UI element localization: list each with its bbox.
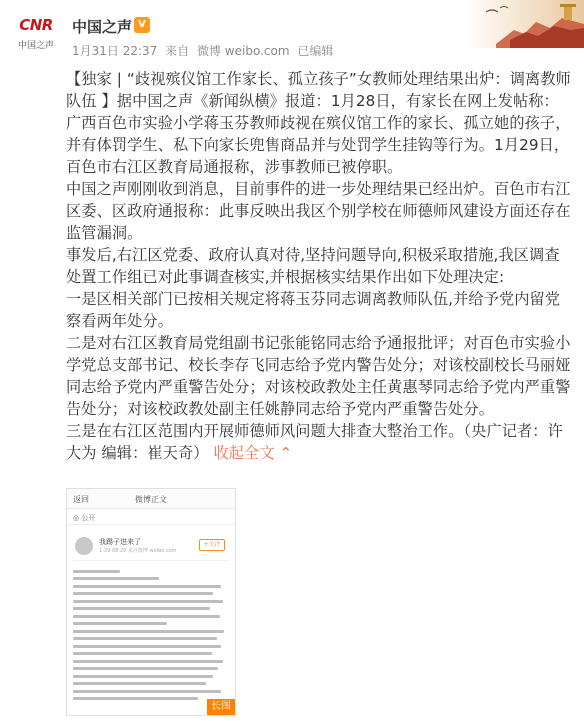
post-text (66, 68, 572, 464)
image-visibility (67, 509, 235, 525)
collapse-button[interactable] (213, 444, 292, 462)
post-paragraph: 中国之声刚刚收到消息，目前事件的进一步处理结果已经出炉。百色市右江区委、区政府通报称：此事反映出我区个别学校在师德师风建设方面还存在监管漏洞。 (66, 180, 571, 242)
cnr-logo: CNR (19, 16, 53, 34)
image-user-row (73, 531, 229, 561)
collapse-label: 收起全文 (213, 444, 275, 462)
image-follow-button: +关注 (199, 539, 225, 551)
post-header (0, 0, 584, 68)
image-title: 微博正文 (135, 495, 167, 504)
post-paragraph: 一是区相关部门已按相关规定将蒋玉芬同志调离教师队伍,并给予党内留党察看两年处分。 (66, 290, 561, 330)
image-text-lines (73, 561, 229, 700)
avatar[interactable] (14, 14, 58, 58)
post-paragraph: 二是对右江区教育局党组副书记张能铭同志给予通报批评；对百色市实验小学党总支部书记、校长李存飞同志给予党内警告处分；对该校副校长马丽娅同志给予党内严重警告处分；对该校政教处主任黄惠琴同志给予党内严重警告处分；对该校政教处副主任姚静同志给予党内严重警告处分。 (66, 334, 571, 418)
edited-label[interactable]: 已编辑 (297, 44, 334, 58)
image-avatar (75, 537, 93, 555)
chevron-up-icon: ⌃ (279, 444, 293, 462)
user-name[interactable]: 中国之声 (72, 18, 133, 36)
post-time[interactable]: 1月31日 22:37 (72, 44, 158, 58)
post-paragraph: 【独家 | “歧视殡仪馆工作家长、孤立孩子”女教师处理结果出炉：调离教师队伍 】据中国之声《新闻纵横》报道：1月28日，有家长在网上发帖称：广西百色市实验小学蒋玉芬教师歧视在殡仪馆工作的家长、孤立她的孩子，并有体罚学生、私下向家长兜售商品并与处罚学生挂钩等行为。1月29日，百色市右江区教育局通报称，涉事教师已被停职。 (66, 70, 571, 176)
image-body (67, 525, 235, 715)
source-prefix: 来自 (165, 44, 190, 58)
post-paragraph: 事发后,右江区党委、政府认真对待,坚持问题导向,积极采取措施,我区调查处置工作组已对此事调查核实,并根据核实结果作出如下处理决定: (66, 246, 560, 286)
image-topbar (67, 489, 235, 509)
post-paragraph-last (66, 420, 572, 464)
card-banner-decoration (466, 0, 584, 48)
post-source[interactable]: 微博 weibo.com (196, 44, 290, 58)
logo-subtext: 中国之声 (17, 41, 54, 51)
globe-icon: ◎ (73, 514, 80, 522)
post-paragraph-text: 三是在右江区范围内开展师德师风问题大排查大整治工作。（央广记者：许大为 编辑：崔天奇） (66, 422, 563, 462)
post-image-long[interactable] (66, 488, 236, 716)
image-post-time: 1-29 08:20 来自微博 weibo.com (99, 548, 177, 554)
image-poster-name: 我踢子进来了 (99, 538, 141, 546)
post-meta (72, 42, 337, 59)
long-image-badge: 长图 (207, 699, 235, 715)
image-visibility-label: 公开 (81, 514, 96, 522)
verified-badge-icon: V (134, 17, 150, 33)
image-back-label: 返回 (73, 495, 89, 504)
